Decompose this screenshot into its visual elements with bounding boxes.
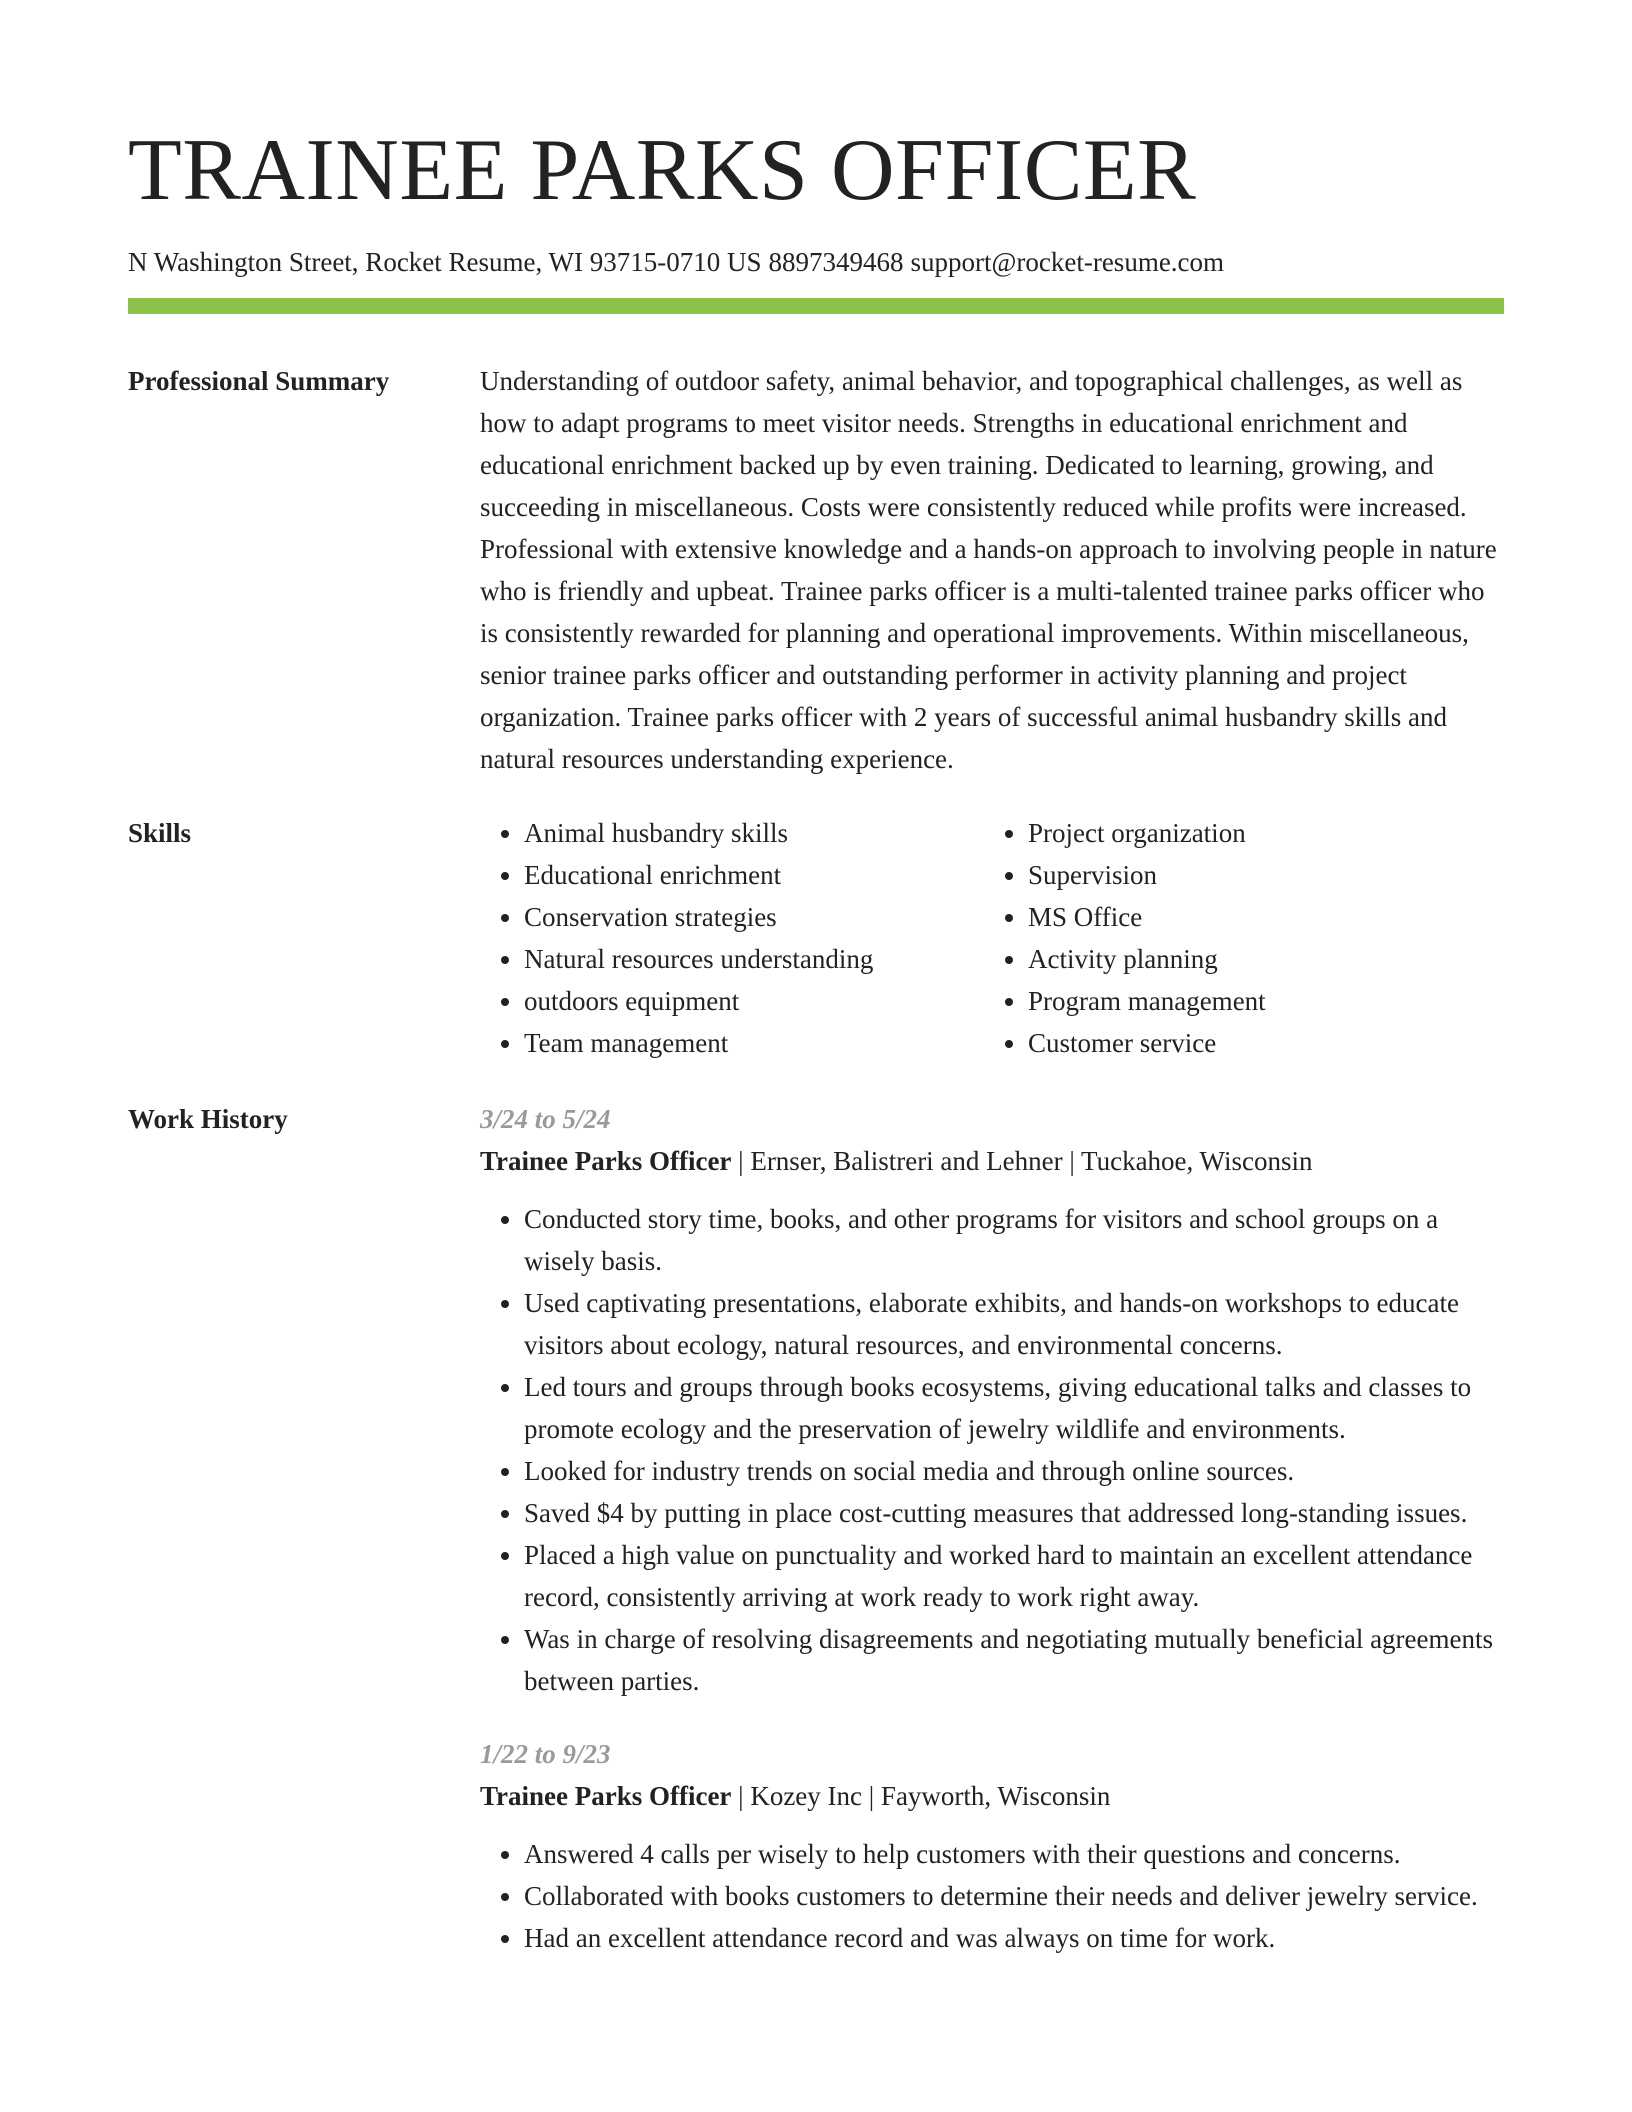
job-entry — [480, 1733, 1504, 1959]
job-bullet-list — [480, 1198, 1504, 1702]
work-history-heading: Work History — [128, 1104, 288, 1134]
job-bullet: • Led tours and groups through books ecosystems, giving educational talks and classes to promote ecology and the preservation of jewelry wildlife and environments. — [524, 1366, 1504, 1450]
job-bullet: • Saved $4 by putting in place cost-cutting measures that addressed long-standing issues. — [524, 1492, 1504, 1534]
skill-item: • Activity planning — [1028, 938, 1488, 980]
job-bullet: • Used captivating presentations, elaborate exhibits, and hands-on workshops to educate visitors about ecology, natural resources, and environmental concerns. — [524, 1282, 1504, 1366]
summary-heading: Professional Summary — [128, 366, 390, 396]
job-bullet: • Was in charge of resolving disagreements and negotiating mutually beneficial agreements between parties. — [524, 1618, 1504, 1702]
job-bullet: • Conducted story time, books, and other programs for visitors and school groups on a wisely basis. — [524, 1198, 1504, 1282]
job-bullet: • Answered 4 calls per wisely to help customers with their questions and concerns. — [524, 1833, 1504, 1875]
contact-phone: 8897349468 — [768, 247, 904, 277]
job-employer: | Ernser, Balistreri and Lehner | Tuckahoe, Wisconsin — [731, 1146, 1313, 1176]
skill-item: • Educational enrichment — [524, 854, 984, 896]
contact-email: support@rocket-resume.com — [910, 247, 1225, 277]
job-bullet: • Looked for industry trends on social media and through online sources. — [524, 1450, 1504, 1492]
skill-item: • Conservation strategies — [524, 896, 984, 938]
skill-item: • Program management — [1028, 980, 1488, 1022]
job-bullet-list — [480, 1833, 1504, 1959]
job-entry — [480, 1098, 1504, 1702]
job-bullet: • Collaborated with books customers to determine their needs and deliver jewelry service. — [524, 1875, 1504, 1917]
skill-item: • Customer service — [1028, 1022, 1488, 1064]
skills-left-list — [480, 812, 984, 1064]
skills-section — [128, 812, 1504, 1064]
summary-text: Understanding of outdoor safety, animal behavior, and topographical challenges, as well as how to adapt programs to meet visitor needs. Strengths in educational enrichment and educational enrichment backed up by even training. Dedicated to learning, growing, and succeeding in miscellaneous. Costs were consistently reduced while profits were increased. Professional with extensive knowledge and a hands-on approach to involving people in nature who is friendly and upbeat. Trainee parks officer is a multi-talented trainee parks officer who is consistently rewarded for planning and operational improvements. Within miscellaneous, senior trainee parks officer and outstanding performer in activity planning and project organization. Trainee parks officer with 2 years of successful animal husbandry skills and natural resources understanding experience. — [480, 366, 1497, 774]
job-dates: 3/24 to 5/24 — [480, 1104, 611, 1134]
job-title: Trainee Parks Officer — [480, 1781, 732, 1811]
work-history-section — [128, 1098, 1504, 1959]
job-heading — [480, 1140, 1504, 1182]
job-dates: 1/22 to 9/23 — [480, 1739, 611, 1769]
skills-right-list — [984, 812, 1488, 1064]
skill-item: • Project organization — [1028, 812, 1488, 854]
skill-item: • outdoors equipment — [524, 980, 984, 1022]
skill-item: • Supervision — [1028, 854, 1488, 896]
skill-item: • Natural resources understanding — [524, 938, 984, 980]
skills-heading: Skills — [128, 818, 192, 848]
job-employer: | Kozey Inc | Fayworth, Wisconsin — [731, 1781, 1111, 1811]
job-bullet: • Placed a high value on punctuality and worked hard to maintain an excellent attendance record, consistently arriving at work ready to work right away. — [524, 1534, 1504, 1618]
summary-section — [128, 360, 1504, 780]
contact-line — [128, 245, 1504, 279]
job-heading — [480, 1775, 1504, 1817]
resume-title: TRAINEE PARKS OFFICER — [128, 122, 1197, 219]
contact-address: N Washington Street, Rocket Resume, WI 93715-0710 US — [128, 247, 762, 277]
skill-item: • Team management — [524, 1022, 984, 1064]
job-title: Trainee Parks Officer — [480, 1146, 732, 1176]
header-divider — [128, 298, 1504, 314]
skill-item: • Animal husbandry skills — [524, 812, 984, 854]
skill-item: • MS Office — [1028, 896, 1488, 938]
job-bullet: • Had an excellent attendance record and was always on time for work. — [524, 1917, 1504, 1959]
